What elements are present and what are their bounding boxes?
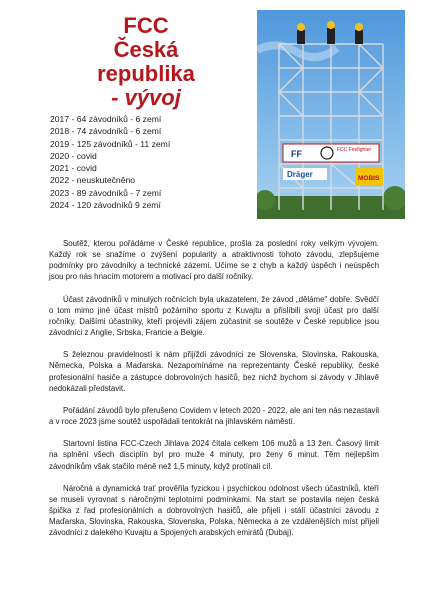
sponsor2-text: MOBIS xyxy=(358,175,380,182)
history-item: 2017 - 64 závodníků - 6 zemí xyxy=(50,114,162,124)
paragraph: Náročná a dynamická trať prověřila fyzickou i psychickou odolnost všech účastníků, kteří se museli vyrovnat s náročnými teplotními podmínkami. Na start se postavila nejen česká špička z řad profesionálních a dobrovolných hasičů, ale přijeli i stálí účastníci závodu z Maďarska, Slovinska, Rakouska, Slovenska, Polska, Německa a ze vzdálenějších míst přijeli závodníci z dalekého Kuvajtu a Spojených arabských emirátů (Dubaj). xyxy=(49,483,379,538)
banner-left-text: FF xyxy=(291,149,302,159)
history-item: 2020 - covid xyxy=(50,150,97,161)
paragraph: Účast závodníků v minulých ročnících byla ukazatelem, že závod „děláme" dobře. Svědčí o tom mimo jiné účast mistrů požárního sportu z Kuvajtu a přislíbili svoji účast pro další ročníky. Dalšími účastníky, kteří projevili zájem zúčastnit se soutěže v České republice jsou závodníci z Anglie, Srbska, Francie a Belgie. xyxy=(49,294,379,338)
title-line-3: - vývoj xyxy=(111,85,181,110)
history-item: 2023 - 89 závodníků - 7 zemí xyxy=(50,187,162,198)
scaffold-tower-photo xyxy=(257,10,405,219)
history-item: 2024 - 120 závodníků 9 zemí xyxy=(50,200,161,211)
paragraph: Pořádání závodů bylo přerušeno Covidem v letech 2020 - 2022, ale ani ten nás nezastavil a v roce 2023 jsme soutěž uspořádali tentokrát na jihlavském náměstí. xyxy=(49,405,379,427)
article-body xyxy=(49,238,379,549)
paragraph: Startovní listina FCC-Czech Jihlava 2024 čítala celkem 106 mužů a 13 žen. Časový limit na splnění všech disciplín byl pro muže 4 minuty, pro ženy 6 minut. Těm nejlepším závodníkům však stačilo méně než 1,5 minuty, když protínali cíl. xyxy=(49,439,379,471)
history-item: 2019 - 125 závodníků - 11 zemí xyxy=(50,138,171,149)
sponsor-text: Dräger xyxy=(287,170,313,179)
paragraph: S železnou pravidelností k nám přijíždí závodníci ze Slovenska, Slovinska, Rakouska, Německa, Polska a Maďarska. Nezapomínáme na reprezentanty České republiky, české profesionální hasiče a zástupce dobrovolných hasičů, bez nichž bychom si závody v Jihlavě nedokázali představit. xyxy=(49,350,379,393)
page-title xyxy=(62,14,230,110)
history-item: 2022 - neuskutečněno xyxy=(50,175,136,186)
history-item: 2021 - covid xyxy=(50,163,97,174)
title-line-1: FCC xyxy=(123,13,169,38)
paragraph: Soutěž, kterou pořádáme v České republice, prošla za poslední roky velkým vývojem. Každý rok se snažíme o zvýšení popularity a atraktivnosti tohoto závodu, zlepšujeme podmínky pro závodníky a technické zázemí. Učíme se z chyb a každý úspěch i neúspěch jsou pro nás hnacím motorem a motivací pro další ročníky. xyxy=(49,239,379,282)
history-list xyxy=(50,113,240,211)
title-line-2: Česká republika xyxy=(97,37,195,86)
banner-right-text: FCC Firefighter xyxy=(337,147,372,153)
history-item: 2018 - 74 závodníků - 6 zemí xyxy=(50,126,162,137)
